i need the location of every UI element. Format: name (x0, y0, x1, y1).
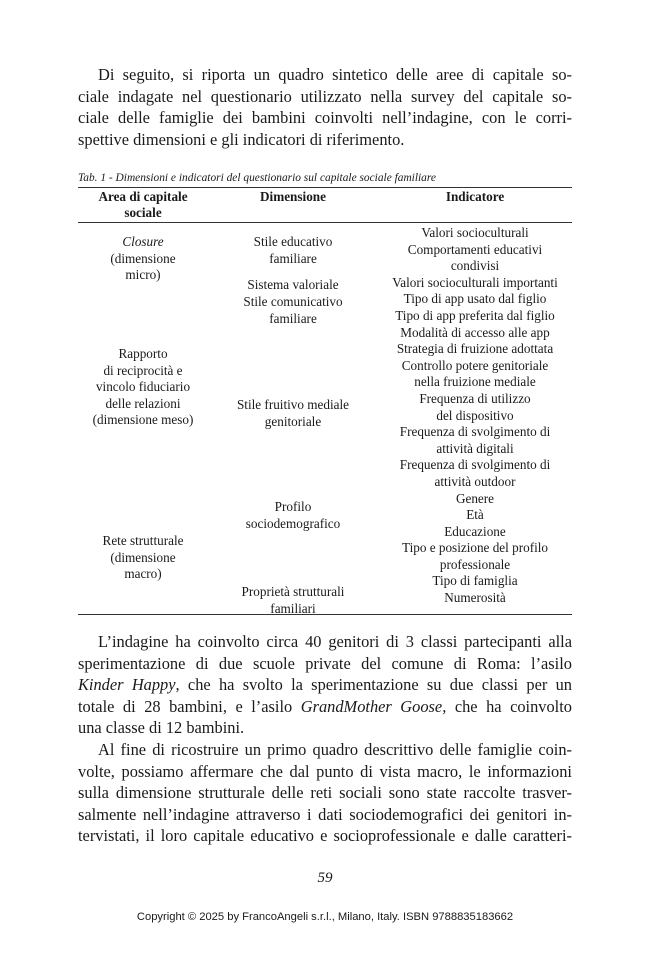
indicator-item: del dispositivo (436, 407, 514, 423)
dimension-stile-comunicativo: Stile comunicativo familiare (243, 294, 343, 326)
header-area: Area di capitale sociale (98, 189, 188, 220)
paragraph-line: totale di 28 bambini, e l’asilo GrandMother Goose, che ha coinvolto (78, 696, 572, 716)
paragraph-line: Al fine di ricostruire un primo quadro descrittivo delle famiglie coin- (98, 740, 572, 759)
page-number: 59 (317, 870, 333, 886)
indicator-item: Educazione (444, 523, 506, 539)
paragraph-line: L’indagine ha coinvolto circa 40 genitori di 3 classi partecipanti alla (98, 632, 572, 651)
indicator-item: Valori socioculturali importanti (392, 274, 558, 290)
dimension-stile-educativo: Stile educativo familiare (253, 234, 333, 266)
indicator-item: attività digitali (436, 440, 514, 456)
indicator-item: Tipo di app usato dal figlio (403, 291, 547, 307)
indicator-item: Frequenza di utilizzo (419, 390, 531, 406)
indicator-item: Controllo potere genitoriale (401, 357, 549, 373)
table-header-rule (78, 222, 572, 223)
indicator-item: Tipo e posizione del profilo (401, 540, 549, 556)
paragraph-line: sperimentazione di due scuole private del comune di Roma: l’asilo (78, 653, 572, 673)
dimension-stile-fruitivo: Stile fruitivo mediale genitoriale (236, 397, 350, 429)
indicator-item: Età (466, 507, 484, 523)
table-top-rule (78, 187, 572, 188)
header-dimensione: Dimensione (260, 189, 326, 204)
paragraph-line: sulla dimensione strutturale delle reti sociali sono state raccolte trasver- (78, 783, 572, 803)
dimension-sistema-valoriale: Sistema valoriale (247, 277, 339, 292)
indicator-item: Numerosità (444, 590, 506, 606)
table-bottom-rule (78, 614, 572, 615)
paragraph-line: Kinder Happy, che ha svolto la sperimentazione su due classi per un (78, 675, 573, 695)
indicator-item: Comportamenti educativi (407, 241, 543, 257)
indicator-item: Valori socioculturali (421, 225, 529, 240)
intro-paragraph (78, 64, 572, 150)
paragraph-line: salmente nell’indagine attraverso i dati sociodemografici dei genitori in- (78, 804, 572, 824)
intro-line: ciale delle famiglie dei bambini coinvolti nell’indagine, con le corri- (78, 108, 572, 128)
indicator-item: Modalità di accesso alle app (400, 324, 550, 340)
school-name-kinder-happy: Kinder Happy (78, 675, 176, 695)
area-rete-strutturale: Rete strutturale (dimensione macro) (102, 533, 184, 582)
header-indicatore: Indicatore (445, 189, 505, 204)
paragraph-line: volte, possiamo affermare che dal punto di vista macro, le informazioni (78, 761, 572, 781)
indicator-item: nella fruizione mediale (414, 374, 536, 390)
school-name-grandmother-goose: GrandMother Goose, (300, 696, 447, 716)
intro-line: ciale indagate nel questionario utilizzato nella survey del capitale so- (78, 86, 572, 106)
intro-line: Di seguito, si riporta un quadro sintetico delle aree di capitale so- (98, 65, 572, 84)
paragraph-indagine (78, 631, 572, 739)
paragraph-quadro-descrittivo (78, 739, 572, 847)
table-caption: Tab. 1 - Dimensioni e indicatori del questionario sul capitale sociale familiare (78, 172, 436, 184)
area-rapporto: Rapporto di reciprocità e vincolo fiduciario delle relazioni (dimensione meso) (92, 346, 194, 428)
paragraph-line: tervistati, il loro capitale educativo e socioprofessionale e dalle caratteri- (78, 826, 572, 846)
copyright-notice: Copyright © 2025 by FrancoAngeli s.r.l., Milano, Italy. ISBN 9788835183662 (136, 911, 514, 923)
indicator-item: Tipo di app preferita dal figlio (395, 307, 555, 323)
intro-line: spettive dimensioni e gli indicatori di riferimento. (78, 129, 405, 149)
indicator-item: condivisi (450, 258, 500, 274)
indicator-item: Strategia di fruizione adottata (396, 341, 554, 357)
dimension-proprieta-strutturali: Proprietà strutturali familiari (241, 584, 345, 616)
indicator-item: Frequenza di svolgimento di (399, 457, 551, 473)
indicator-list (378, 225, 572, 607)
indicator-item: attività outdoor (434, 473, 516, 489)
paragraph-line: una classe di 12 bambini. (78, 718, 245, 738)
area-closure: Closure (dimensione micro) (110, 234, 176, 283)
indicator-item: Frequenza di svolgimento di (399, 424, 551, 440)
dimension-profilo-sociodemografico: Profilo sociodemografico (245, 499, 341, 531)
indicator-item: professionale (439, 556, 511, 572)
indicator-item: Tipo di famiglia (432, 573, 518, 589)
indicator-item: Genere (455, 490, 495, 506)
